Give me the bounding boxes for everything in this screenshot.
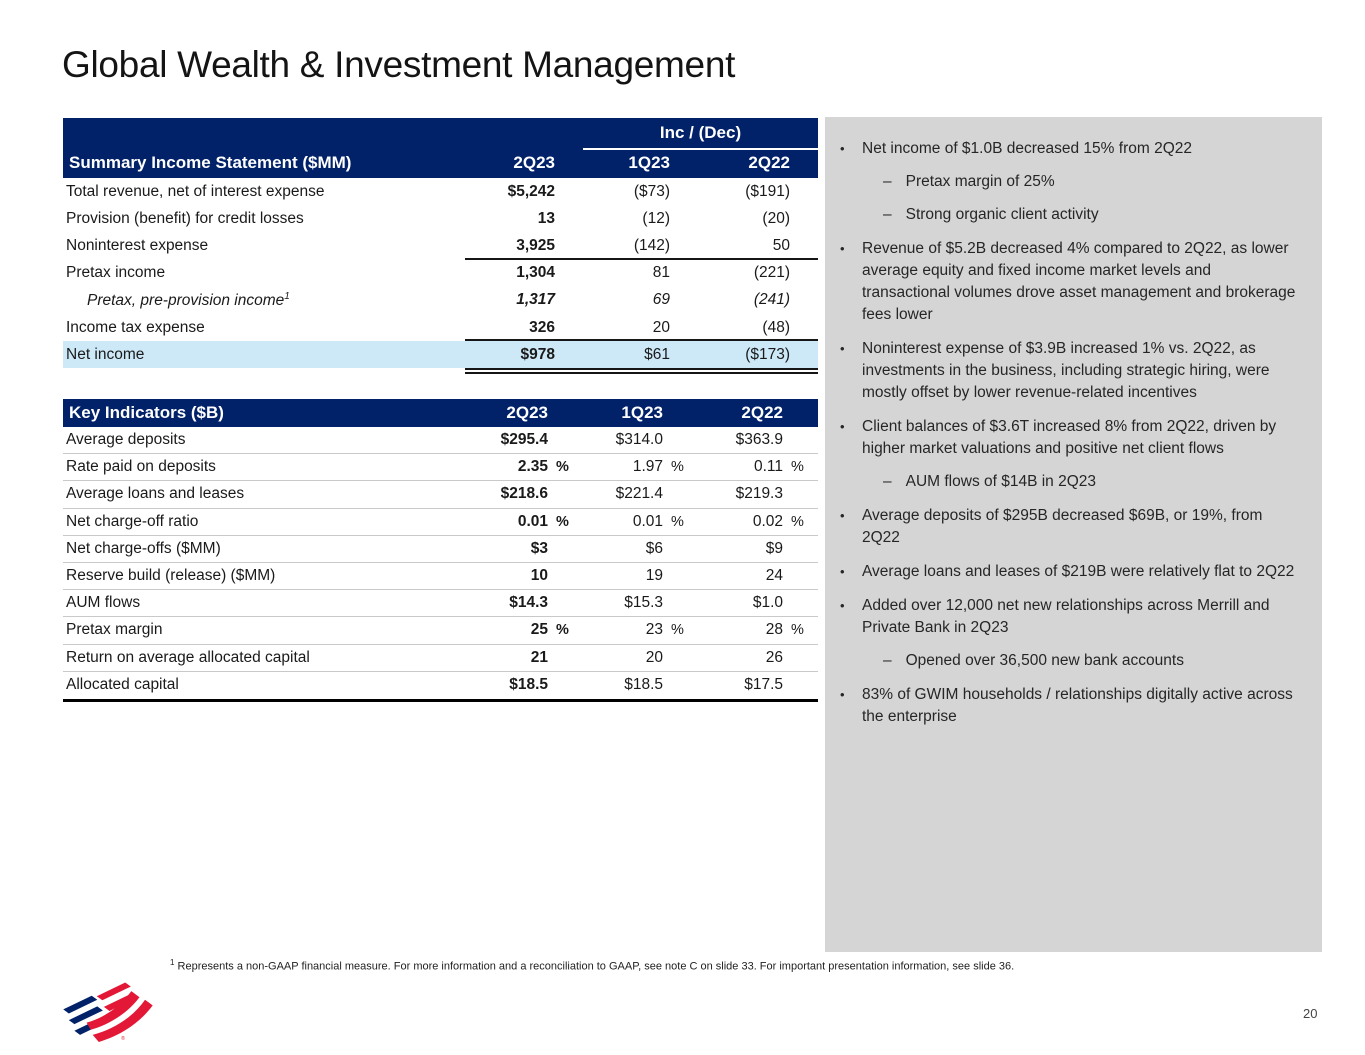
bullet-list (840, 138, 1297, 728)
sub-bullet-marker: – (883, 473, 892, 490)
value-2q23: $295.4 (500, 431, 548, 449)
value-2q22: $363.9 (735, 431, 783, 449)
income-table-row (63, 260, 818, 287)
value-2q23: $218.6 (500, 485, 548, 503)
value-2q23: $5,242 (507, 182, 555, 200)
row-label: Provision (benefit) for credit losses (66, 209, 304, 227)
bullet-text: Client balances of $3.6T increased 8% from 2Q22, driven by higher market valuations and positive net client flows (862, 418, 1277, 457)
bullet-text: Revenue of $5.2B decreased 4% compared to 2Q22, as lower average equity and fixed income market levels and transactional volumes drove asset management and brokerage fees lower (862, 240, 1296, 323)
key-table-row (63, 427, 818, 454)
value-1q23: 20 (645, 648, 663, 666)
key-table-row (63, 590, 818, 617)
row-label: Net charge-offs ($MM) (66, 539, 221, 557)
value-1q23: 20 (652, 318, 670, 336)
income-table-row (63, 205, 818, 232)
income-table-row (63, 314, 818, 341)
bullet-text: Noninterest expense of $3.9B increased 1% vs. 2Q22, as investments in the business, including strategic hiring, were mostly offset by lower revenue-related incentives (862, 340, 1270, 401)
row-label: Income tax expense (66, 318, 205, 336)
sub-bullet-text: Strong organic client activity (905, 206, 1099, 223)
key-indicators-table (63, 399, 818, 702)
value-1q23: $221.4 (615, 485, 663, 503)
key-table-row (63, 481, 818, 508)
bullet-item (840, 338, 1297, 404)
value-2q23: 1,304 (516, 264, 555, 282)
percent-sign: % (791, 622, 804, 639)
page-title: Global Wealth & Investment Management (62, 44, 736, 85)
value-1q23: 19 (645, 567, 663, 585)
row-label: Noninterest expense (66, 236, 209, 254)
value-2q23: $978 (520, 345, 555, 363)
row-label: AUM flows (66, 594, 141, 612)
row-label: Net charge-off ratio (66, 512, 199, 530)
value-1q23: 23 (645, 621, 663, 639)
value-1q23: ($73) (633, 182, 670, 200)
percent-sign: % (556, 459, 569, 476)
value-2q23: 2.35 (517, 458, 548, 476)
row-label: Net income (66, 345, 145, 363)
percent-sign: % (671, 513, 684, 530)
income-table-row (63, 178, 818, 205)
bullet-marker: • (840, 419, 845, 434)
bullet-item (840, 138, 1297, 160)
sub-bullet-marker: – (883, 173, 892, 190)
sub-bullet-text: Opened over 36,500 new bank accounts (905, 652, 1184, 669)
value-1q23: $314.0 (615, 431, 663, 449)
key-table-row (63, 672, 818, 699)
value-2q23: 1,317 (516, 291, 555, 309)
bullet-item (840, 238, 1297, 326)
percent-sign: % (671, 622, 684, 639)
bullet-marker: • (840, 141, 845, 156)
sub-bullet-item (883, 204, 1297, 226)
value-2q22: (241) (753, 291, 790, 309)
key-table-row (63, 617, 818, 644)
value-2q22: 0.02 (752, 512, 783, 530)
footnote-text: Represents a non-GAAP financial measure. For more information and a reconciliation to GAAP, see note C on slide 33. For important presentation information, see slide 36. (177, 960, 1015, 973)
value-1q23: 0.01 (632, 512, 663, 530)
row-label: Return on average allocated capital (66, 648, 310, 666)
value-2q22: $1.0 (752, 594, 783, 612)
value-2q22: (221) (753, 264, 790, 282)
svg-text:®: ® (121, 1035, 125, 1042)
value-1q23: 69 (652, 291, 670, 309)
key-table-row (63, 509, 818, 536)
income-table-row (63, 341, 818, 368)
value-2q23: 10 (530, 567, 548, 585)
value-2q22: (20) (762, 209, 790, 227)
key-table-title: Key Indicators ($B) (69, 403, 224, 422)
bullet-item (840, 684, 1297, 728)
value-1q23: $18.5 (624, 676, 663, 694)
column-header-2q23: 2Q23 (513, 152, 555, 172)
value-2q22: $219.3 (735, 485, 783, 503)
value-1q23: (142) (633, 236, 670, 254)
bullet-marker: • (840, 564, 845, 579)
row-label: Pretax income (66, 264, 166, 282)
sub-bullet-marker: – (883, 652, 892, 669)
value-1q23: 81 (652, 264, 670, 282)
value-2q22: (48) (762, 318, 790, 336)
percent-sign: % (556, 513, 569, 530)
row-label: Total revenue, net of interest expense (66, 182, 325, 200)
income-table-row (63, 232, 818, 259)
value-2q23: 0.01 (517, 512, 548, 530)
bullet-text: Net income of $1.0B decreased 15% from 2Q22 (862, 140, 1192, 157)
value-2q23: 21 (530, 648, 548, 666)
bullet-marker: • (840, 341, 845, 356)
income-table-header (63, 118, 818, 178)
bullet-text: Added over 12,000 net new relationships across Merrill and Private Bank in 2Q23 (862, 597, 1270, 636)
value-2q23: 3,925 (516, 236, 555, 254)
value-1q23: $6 (645, 539, 663, 557)
bullet-text: Average deposits of $295B decreased $69B, or 19%, from 2Q22 (862, 507, 1263, 546)
bullet-text: 83% of GWIM households / relationships digitally active across the enterprise (862, 686, 1293, 725)
percent-sign: % (556, 622, 569, 639)
flagscape-icon (60, 982, 162, 1045)
bullet-item (840, 561, 1297, 583)
footnote-marker: 1 (170, 958, 175, 967)
sub-bullet-item (883, 471, 1297, 493)
income-table-title: Summary Income Statement ($MM) (69, 152, 352, 172)
value-2q23: $3 (530, 539, 548, 557)
column-header-1q23: 1Q23 (621, 403, 663, 422)
value-1q23: (12) (642, 209, 670, 227)
value-2q22: 28 (765, 621, 783, 639)
bullet-marker: • (840, 598, 845, 613)
value-2q22: ($191) (745, 182, 790, 200)
sub-bullet-text: AUM flows of $14B in 2Q23 (905, 473, 1097, 490)
column-header-2q22: 2Q22 (741, 403, 783, 422)
column-header-2q23: 2Q23 (506, 403, 548, 422)
value-2q22: $9 (765, 539, 783, 557)
income-table-row (63, 287, 818, 314)
percent-sign: % (671, 459, 684, 476)
sub-bullet-marker: – (883, 206, 892, 223)
key-table-header (63, 399, 818, 427)
row-label: Allocated capital (66, 676, 179, 694)
value-2q22: $17.5 (744, 676, 783, 694)
page-number: 20 (1303, 1006, 1318, 1021)
highlights-panel (825, 117, 1322, 952)
bullet-item (840, 505, 1297, 549)
value-1q23: $61 (644, 345, 670, 363)
bullet-text: Average loans and leases of $219B were relatively flat to 2Q22 (862, 563, 1295, 580)
value-1q23: $15.3 (624, 594, 663, 612)
row-label: Pretax margin (66, 621, 163, 639)
bank-of-america-logo (60, 982, 162, 1045)
bullet-marker: • (840, 508, 845, 523)
value-2q22: 0.11 (753, 458, 783, 476)
value-2q22: 50 (772, 236, 790, 254)
row-label: Average deposits (66, 431, 186, 449)
sub-bullet-item (883, 171, 1297, 193)
key-table-row (63, 563, 818, 590)
key-table-row (63, 454, 818, 481)
value-2q23: 13 (537, 209, 555, 227)
value-2q23: $18.5 (509, 676, 548, 694)
summary-income-statement-table (63, 118, 818, 368)
row-label: Rate paid on deposits (66, 458, 216, 476)
inc-dec-label: Inc / (Dec) (659, 123, 742, 142)
column-header-1q23: 1Q23 (628, 152, 670, 172)
income-table-body (63, 178, 818, 368)
value-2q22: 26 (765, 648, 783, 666)
footnote (170, 958, 1090, 973)
row-label: Reserve build (release) ($MM) (66, 567, 276, 585)
key-table-row (63, 645, 818, 672)
value-2q23: 25 (530, 621, 548, 639)
percent-sign: % (791, 459, 804, 476)
percent-sign: % (791, 513, 804, 530)
key-table-body (63, 427, 818, 699)
bullet-item (840, 416, 1297, 460)
bullet-marker: • (840, 687, 845, 702)
bullet-item (840, 595, 1297, 639)
column-header-2q22: 2Q22 (748, 152, 790, 172)
value-2q22: ($173) (745, 345, 790, 363)
bullet-marker: • (840, 241, 845, 256)
key-table-row (63, 536, 818, 563)
value-1q23: 1.97 (632, 458, 663, 476)
sub-bullet-item (883, 650, 1297, 672)
value-2q23: $14.3 (509, 594, 548, 612)
sub-bullet-text: Pretax margin of 25% (905, 173, 1055, 190)
row-label: Average loans and leases (66, 485, 245, 503)
row-label: Pretax, pre-provision income$^1$ (87, 290, 290, 309)
value-2q23: 326 (529, 318, 555, 336)
value-2q22: 24 (765, 567, 783, 585)
